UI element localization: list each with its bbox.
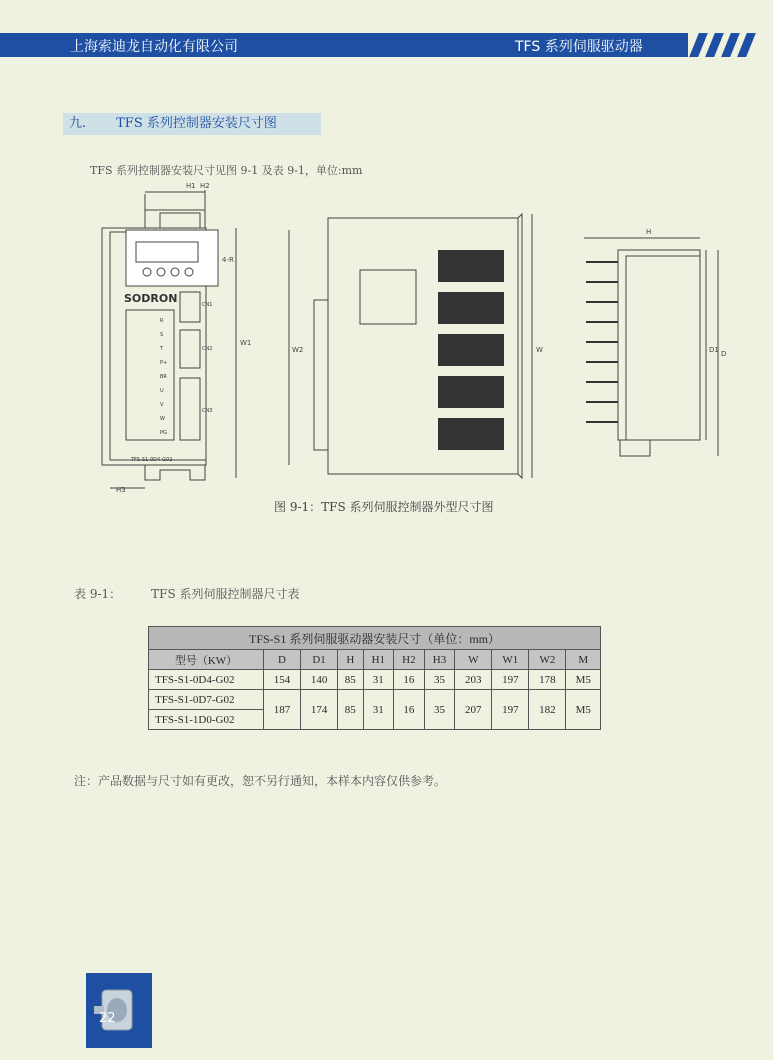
column-header: H bbox=[338, 650, 363, 670]
model-label: TFS-S1-0D4-G02 bbox=[131, 457, 173, 463]
dim-label: D bbox=[721, 350, 727, 358]
table-title-label: TFS 系列伺服控制器尺寸表 bbox=[151, 587, 300, 601]
connector-label: CN1 bbox=[202, 302, 213, 308]
table-cell: 35 bbox=[424, 670, 455, 690]
vent-group bbox=[438, 334, 504, 366]
cn1-port bbox=[180, 292, 200, 322]
terminal-label: PG bbox=[160, 430, 167, 436]
page-number: 22 bbox=[99, 1011, 116, 1026]
footnote: 注：产品数据与尺寸如有更改，恕不另行通知，本样本内容仅供参考。 bbox=[74, 774, 447, 788]
terminal-label: R bbox=[160, 318, 164, 324]
terminal-label: U bbox=[160, 388, 164, 394]
table-row bbox=[149, 670, 601, 690]
table-cell: M5 bbox=[566, 670, 601, 690]
column-header: D bbox=[264, 650, 301, 670]
column-header: W1 bbox=[492, 650, 529, 670]
cn3-port bbox=[180, 378, 200, 440]
vent-group bbox=[438, 250, 504, 282]
side-vents bbox=[438, 250, 504, 450]
dim-label: H1 bbox=[186, 182, 196, 190]
table-cell: 178 bbox=[529, 670, 566, 690]
led-display bbox=[136, 242, 198, 262]
dim-label: 4-R bbox=[222, 256, 234, 264]
table-id: 表 9-1： bbox=[74, 587, 122, 601]
table-header-row bbox=[149, 650, 601, 670]
mount-tab-top bbox=[145, 210, 205, 228]
model-cell: TFS-S1-1D0-G02 bbox=[149, 710, 264, 730]
dim-label: H3 bbox=[116, 486, 126, 494]
terminal-label: BR bbox=[160, 374, 167, 380]
table-cell: 31 bbox=[363, 690, 394, 730]
table-cell: 85 bbox=[338, 690, 363, 730]
vent-group bbox=[438, 292, 504, 324]
heatsink-outline bbox=[618, 250, 700, 440]
table-cell: 197 bbox=[492, 690, 529, 730]
company-name: 上海索迪龙自动化有限公司 bbox=[70, 39, 238, 55]
table-cell: 154 bbox=[264, 670, 301, 690]
table-cell: 197 bbox=[492, 670, 529, 690]
table-row bbox=[149, 690, 601, 710]
side-bevel bbox=[518, 214, 522, 478]
heatsink-fins bbox=[626, 256, 700, 440]
side-terminals bbox=[314, 300, 328, 450]
column-header: M bbox=[566, 650, 601, 670]
connector-label: CN3 bbox=[202, 408, 213, 414]
column-header: 型号（KW） bbox=[149, 650, 264, 670]
vent-group bbox=[438, 376, 504, 408]
terminal-label: W bbox=[160, 416, 165, 422]
dim-label: W1 bbox=[240, 339, 252, 347]
section-title: TFS 系列控制器安装尺寸图 bbox=[116, 116, 277, 131]
dim-label: H2 bbox=[200, 182, 210, 190]
figure-caption: 图 9-1：TFS 系列伺服控制器外型尺寸图 bbox=[274, 500, 494, 514]
table-title: TFS-S1 系列伺服驱动器安装尺寸（单位：mm） bbox=[149, 627, 601, 650]
column-header: W2 bbox=[529, 650, 566, 670]
side-window bbox=[360, 270, 416, 324]
base-block bbox=[620, 440, 650, 456]
terminal-label: P+ bbox=[160, 360, 168, 366]
terminal-label: S bbox=[160, 332, 164, 338]
back-view bbox=[584, 238, 718, 456]
cn2-port bbox=[180, 330, 200, 368]
front-view bbox=[102, 190, 236, 488]
dim-label: H bbox=[646, 228, 652, 236]
column-header: W bbox=[455, 650, 492, 670]
heatsink-ribs bbox=[586, 262, 618, 422]
table-cell: 207 bbox=[455, 690, 492, 730]
dim-label: D1 bbox=[709, 346, 719, 354]
table-label bbox=[74, 585, 300, 602]
table-cell: 174 bbox=[301, 690, 338, 730]
model-cell: TFS-S1-0D4-G02 bbox=[149, 670, 264, 690]
table-cell: 85 bbox=[338, 670, 363, 690]
mount-tab-bottom bbox=[145, 465, 205, 480]
column-header: H1 bbox=[363, 650, 394, 670]
table-cell: 16 bbox=[394, 670, 425, 690]
model-cell: TFS-S1-0D7-G02 bbox=[149, 690, 264, 710]
table-cell: 35 bbox=[424, 690, 455, 730]
table-cell: 187 bbox=[264, 690, 301, 730]
terminal-label: V bbox=[160, 402, 164, 408]
dim-label: W2 bbox=[292, 346, 304, 354]
product-series: TFS 系列伺服驱动器 bbox=[515, 39, 643, 55]
vent-group bbox=[438, 418, 504, 450]
brand-label: SODRON bbox=[124, 292, 178, 305]
column-header: D1 bbox=[301, 650, 338, 670]
table-title-row bbox=[149, 627, 601, 650]
table-cell: 182 bbox=[529, 690, 566, 730]
dim-label: W bbox=[536, 346, 543, 354]
column-header: H3 bbox=[424, 650, 455, 670]
intro-text: TFS 系列控制器安装尺寸见图 9-1 及表 9-1，单位:mm bbox=[90, 164, 363, 177]
column-header: H2 bbox=[394, 650, 425, 670]
table-cell: M5 bbox=[566, 690, 601, 730]
table-cell: 31 bbox=[363, 670, 394, 690]
dimension-table bbox=[148, 626, 601, 730]
section-number: 九. bbox=[69, 116, 87, 131]
table-cell: 203 bbox=[455, 670, 492, 690]
table-cell: 140 bbox=[301, 670, 338, 690]
connector-label: CN2 bbox=[202, 346, 213, 352]
table-cell: 16 bbox=[394, 690, 425, 730]
terminal-label: T bbox=[160, 346, 164, 352]
